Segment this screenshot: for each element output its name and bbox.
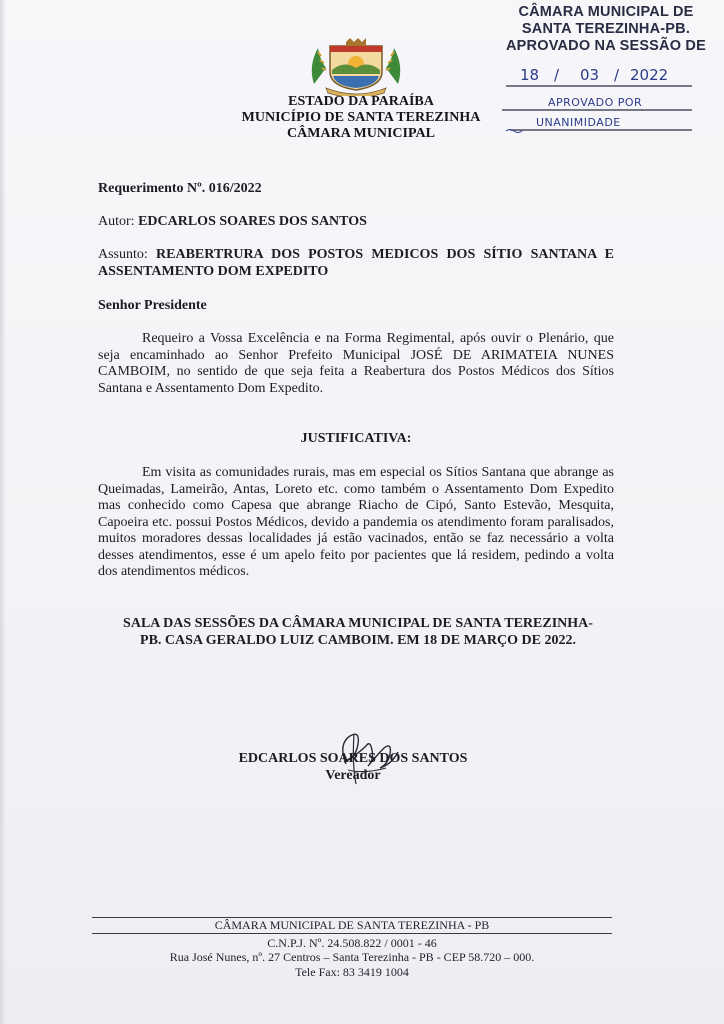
approval-year: 2022 — [630, 66, 669, 84]
approval-note-line-1: APROVADO POR — [548, 96, 643, 109]
letterhead — [196, 94, 526, 142]
signer-title: Vereador — [325, 767, 381, 783]
stamp-line-3: APROVADO NA SESSÃO DE — [506, 38, 706, 54]
letterhead-state: ESTADO DA PARAÍBA — [288, 94, 434, 109]
salutation: Senhor Presidente — [98, 298, 207, 313]
letterhead-municipality: MUNICÍPIO DE SANTA TEREZINHA — [241, 110, 481, 125]
footer-cnpj: C.N.P.J. Nº. 24.508.822 / 0001 - 46 — [267, 935, 437, 950]
letterhead-chamber: CÂMARA MUNICIPAL — [287, 126, 435, 141]
date-separator: / — [554, 66, 560, 84]
signer-name: EDCARLOS SOARES DOS SANTOS — [238, 751, 468, 766]
author-line — [98, 214, 367, 231]
stamp-line-2: SANTA TEREZINHA-PB. — [521, 21, 691, 37]
footer-chamber: CÂMARA MUNICIPAL DE SANTA TEREZINHA - PB — [214, 918, 490, 932]
request-number: Requerimento Nº. 016/2022 — [98, 181, 262, 196]
author-label: Autor: — [98, 214, 135, 229]
approval-note-line-2: UNANIMIDADE — [536, 116, 621, 129]
justification-heading: JUSTIFICATIVA: — [300, 431, 412, 446]
subject-label: Assunto: — [98, 247, 148, 262]
author-name: EDCARLOS SOARES DOS SANTOS — [138, 214, 367, 229]
approval-stamp — [492, 4, 720, 129]
approval-month: 03 — [580, 66, 600, 84]
footer-phone: Tele Fax: 83 3419 1004 — [295, 964, 409, 979]
justification-paragraph: Em visita as comunidades rurais, mas em especial os Sítios Santana que abrange as Queimadas, Lameirão, Antas, Loreto etc. como também o Assentamento Dom Expedito mas conhecido como Capesa que abrange Riacho de Cipó, Santo Estevão, Mesquita, Capoeira etc. possui Postos Médicos, devido a pandemia os atendimento foram paralisados, muitos moradores dessas localidades já estão vacinados, então se faz necessário a volta desses atendimentos, esse é um apelo feito por pacientes que lá residem, pedindo a volta dos atendimentos médicos. — [98, 465, 614, 579]
footer-address: Rua José Nunes, nº. 27 Centros – Santa Terezinha - PB - CEP 58.720 – 000. — [169, 950, 535, 964]
closing-line-1: SALA DAS SESSÕES DA CÂMARA MUNICIPAL DE SANTA TEREZINHA- — [123, 616, 593, 631]
date-separator: / — [614, 66, 620, 84]
session-closing — [80, 616, 636, 649]
request-paragraph: Requeiro a Vossa Excelência e na Forma Regimental, após ouvir o Plenário, que seja encaminhado ao Senhor Prefeito Municipal JOSÉ DE ARIMATEIA NUNES CAMBOIM, no sentido de que seja feita a Reabertura dos Postos Médicos dos Sítios Santana e Assentamento Dom Expedito. — [98, 331, 614, 396]
approval-day: 18 — [520, 66, 540, 84]
municipal-coat-of-arms-icon — [306, 38, 406, 96]
subject-line — [98, 247, 614, 280]
stamp-line-1: CÂMARA MUNICIPAL DE — [518, 4, 694, 20]
closing-line-2: PB. CASA GERALDO LUIZ CAMBOIM. EM 18 DE MARÇO DE 2022. — [140, 632, 576, 648]
signer-block — [198, 751, 508, 784]
footer — [92, 918, 612, 979]
approval-date — [508, 66, 678, 86]
page-edge-shadow — [0, 0, 6, 1024]
subject-text: REABERTRURA DOS POSTOS MEDICOS DOS SÍTIO SANTANA E ASSENTAMENTO DOM EXPEDITO — [98, 247, 615, 279]
